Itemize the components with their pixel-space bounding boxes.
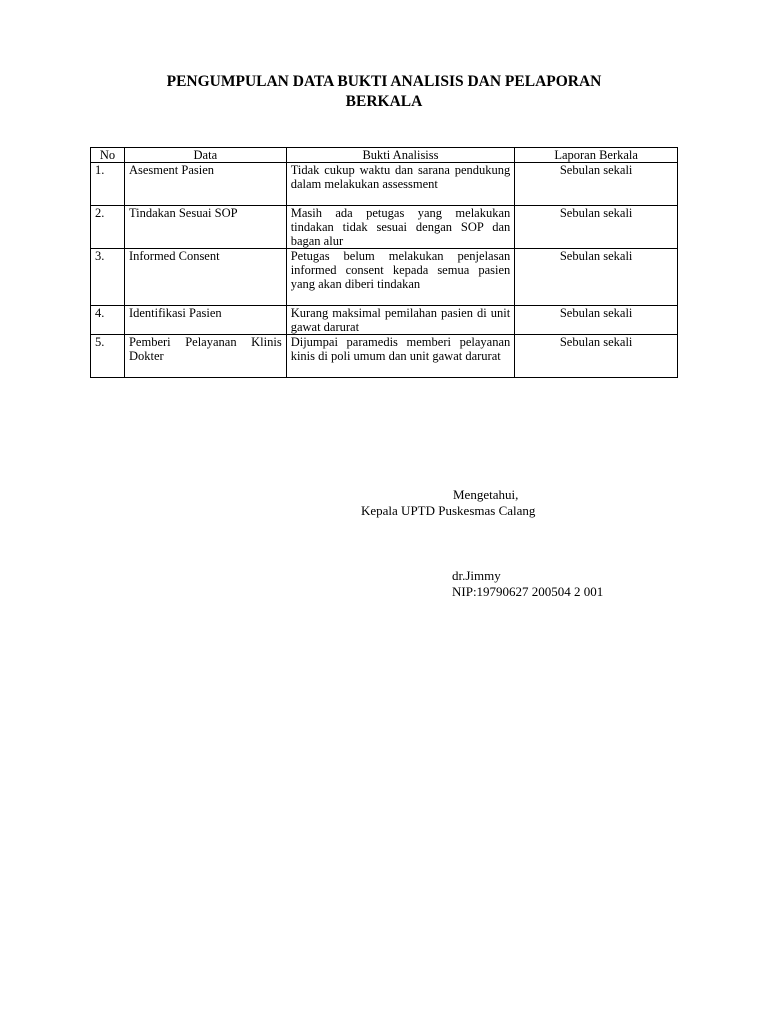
- row-laporan: Sebulan sekali: [515, 206, 678, 249]
- table-header-row: [91, 148, 678, 163]
- table-row: [91, 163, 678, 206]
- header-no: No: [91, 148, 125, 163]
- table-row: [91, 306, 678, 335]
- row-data: Informed Consent: [124, 249, 286, 306]
- row-number: 3.: [91, 249, 125, 306]
- table-row: [91, 249, 678, 306]
- row-bukti: Petugas belum melakukan penjelasan informed consent kepada semua pasien yang akan diberi tindakan: [286, 249, 515, 306]
- row-laporan: Sebulan sekali: [515, 249, 678, 306]
- row-bukti: Dijumpai paramedis memberi pelayanan kinis di poli umum dan unit gawat darurat: [286, 335, 515, 378]
- row-laporan: Sebulan sekali: [515, 335, 678, 378]
- row-number: 5.: [91, 335, 125, 378]
- row-data: Pemberi Pelayanan Klinis Dokter: [124, 335, 286, 378]
- header-data: Data: [124, 148, 286, 163]
- row-laporan: Sebulan sekali: [515, 306, 678, 335]
- row-number: 2.: [91, 206, 125, 249]
- row-bukti: Kurang maksimal pemilahan pasien di unit gawat darurat: [286, 306, 515, 335]
- header-bukti-analisis: Bukti Analisiss: [286, 148, 515, 163]
- signature-role: Kepala UPTD Puskesmas Calang: [361, 503, 536, 518]
- row-data: Asesment Pasien: [124, 163, 286, 206]
- row-number: 4.: [91, 306, 125, 335]
- row-bukti: Masih ada petugas yang melakukan tindakan tidak sesuai dengan SOP dan bagan alur: [286, 206, 515, 249]
- signature-nip: NIP:19790627 200504 2 001: [452, 584, 604, 599]
- table-row: [91, 206, 678, 249]
- signature-acknowledged: Mengetahui,: [453, 487, 519, 502]
- row-laporan: Sebulan sekali: [515, 163, 678, 206]
- analysis-table: [90, 147, 678, 378]
- page-title-line-1: PENGUMPULAN DATA BUKTI ANALISIS DAN PELAPORAN: [166, 73, 602, 90]
- row-bukti: Tidak cukup waktu dan sarana pendukung dalam melakukan assessment: [286, 163, 515, 206]
- row-data: Tindakan Sesuai SOP: [124, 206, 286, 249]
- page-title: [110, 72, 658, 112]
- table-row: [91, 335, 678, 378]
- header-laporan-berkala: Laporan Berkala: [515, 148, 678, 163]
- page-title-line-2: BERKALA: [345, 93, 423, 110]
- signature-name: dr.Jimmy: [452, 568, 501, 583]
- row-data: Identifikasi Pasien: [124, 306, 286, 335]
- row-number: 1.: [91, 163, 125, 206]
